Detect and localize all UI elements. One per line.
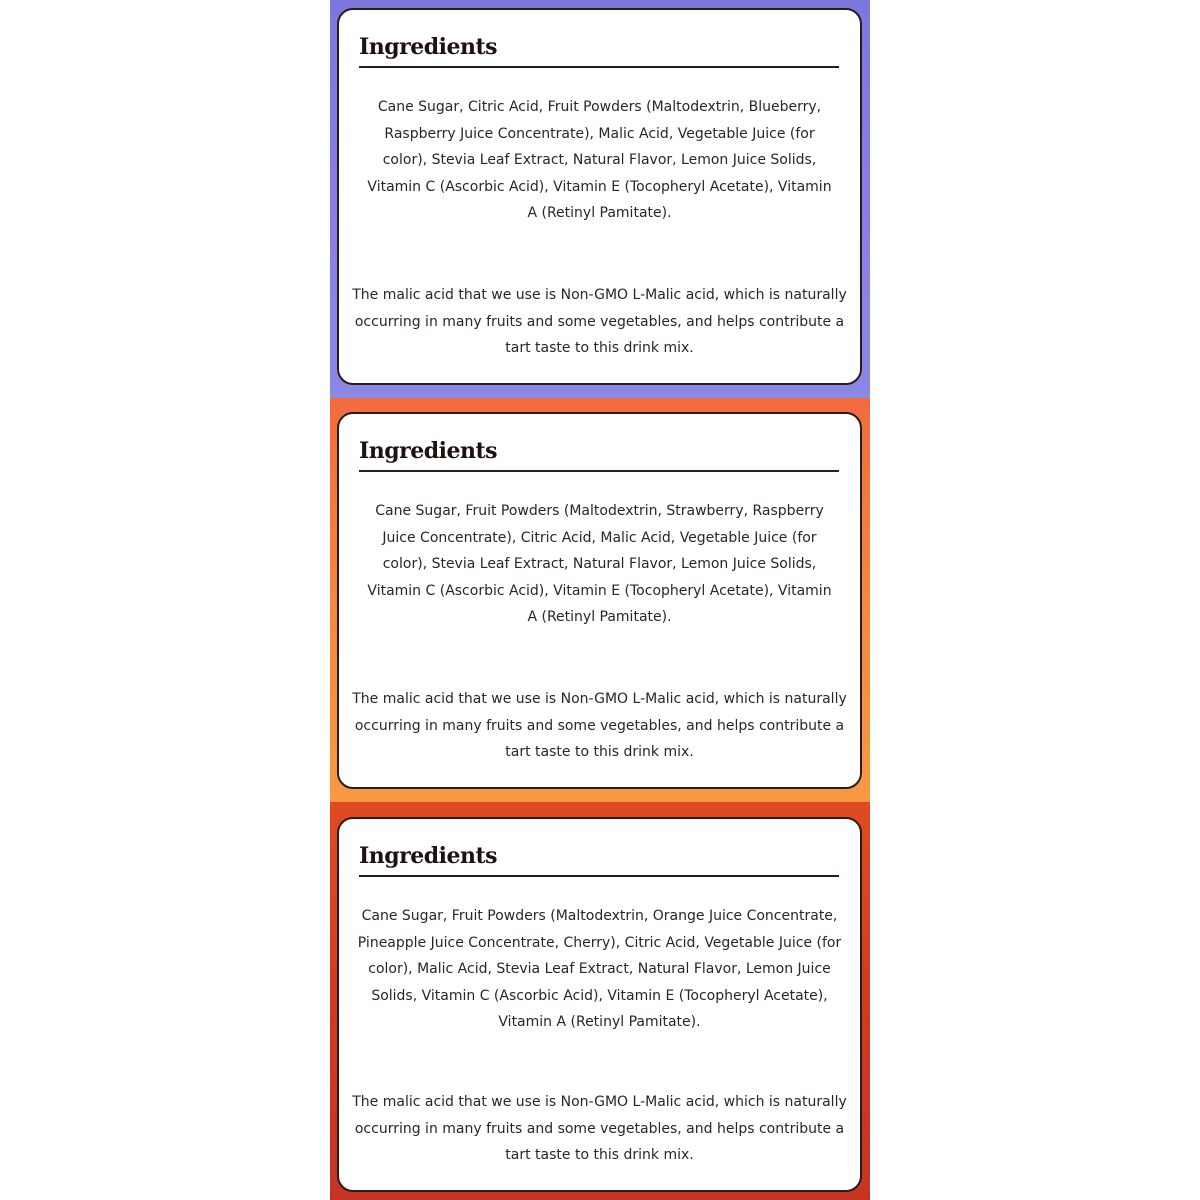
ingredients-panel-strawberry — [330, 398, 870, 802]
ingredients-panel-blueberry — [330, 0, 870, 398]
malic-acid-note: The malic acid that we use is Non-GMO L-Malic acid, which is naturally occurring in many fruits and some vegetables, and helps contribute a tart taste to this drink mix. — [352, 287, 847, 357]
malic-acid-note: The malic acid that we use is Non-GMO L-Malic acid, which is naturally occurring in many fruits and some vegetables, and helps contribute a tart taste to this drink mix. — [352, 691, 847, 761]
ingredients-card — [337, 412, 862, 789]
ingredients-heading: Ingredients — [359, 438, 498, 464]
ingredients-list: Cane Sugar, Fruit Powders (Maltodextrin, Strawberry, Raspberry Juice Concentrate), Citric Acid, Malic Acid, Vegetable Juice (for color), Stevia Leaf Extract, Natural Flavor, Lemon Juice Solids, Vitamin C (Ascorbic Acid), Vitamin E (Tocopheryl Acetate), Vitamin A (Retinyl Pamitate). — [367, 503, 832, 626]
heading-divider — [359, 470, 839, 472]
malic-acid-note: The malic acid that we use is Non-GMO L-Malic acid, which is naturally occurring in many fruits and some vegetables, and helps contribute a tart taste to this drink mix. — [352, 1094, 847, 1164]
heading-divider — [359, 66, 839, 68]
ingredients-card — [337, 8, 862, 385]
ingredients-heading: Ingredients — [359, 34, 498, 60]
ingredients-list: Cane Sugar, Citric Acid, Fruit Powders (Maltodextrin, Blueberry, Raspberry Juice Concentrate), Malic Acid, Vegetable Juice (for color), Stevia Leaf Extract, Natural Flavor, Lemon Juice Solids, Vitamin C (Ascorbic Acid), Vitamin E (Tocopheryl Acetate), Vitamin A (Retinyl Pamitate). — [367, 99, 832, 222]
ingredients-list: Cane Sugar, Fruit Powders (Maltodextrin, Orange Juice Concentrate, Pineapple Juice Concentrate, Cherry), Citric Acid, Vegetable Juice (for color), Malic Acid, Stevia Leaf Extract, Natural Flavor, Lemon Juice Solids, Vitamin C (Ascorbic Acid), Vitamin E (Tocopheryl Acetate), Vitamin A (Retinyl Pamitate). — [357, 908, 842, 1031]
ingredients-card — [337, 817, 862, 1192]
ingredients-heading: Ingredients — [359, 843, 498, 869]
heading-divider — [359, 875, 839, 877]
ingredients-strip — [330, 0, 870, 1200]
ingredients-panel-tropical — [330, 802, 870, 1200]
